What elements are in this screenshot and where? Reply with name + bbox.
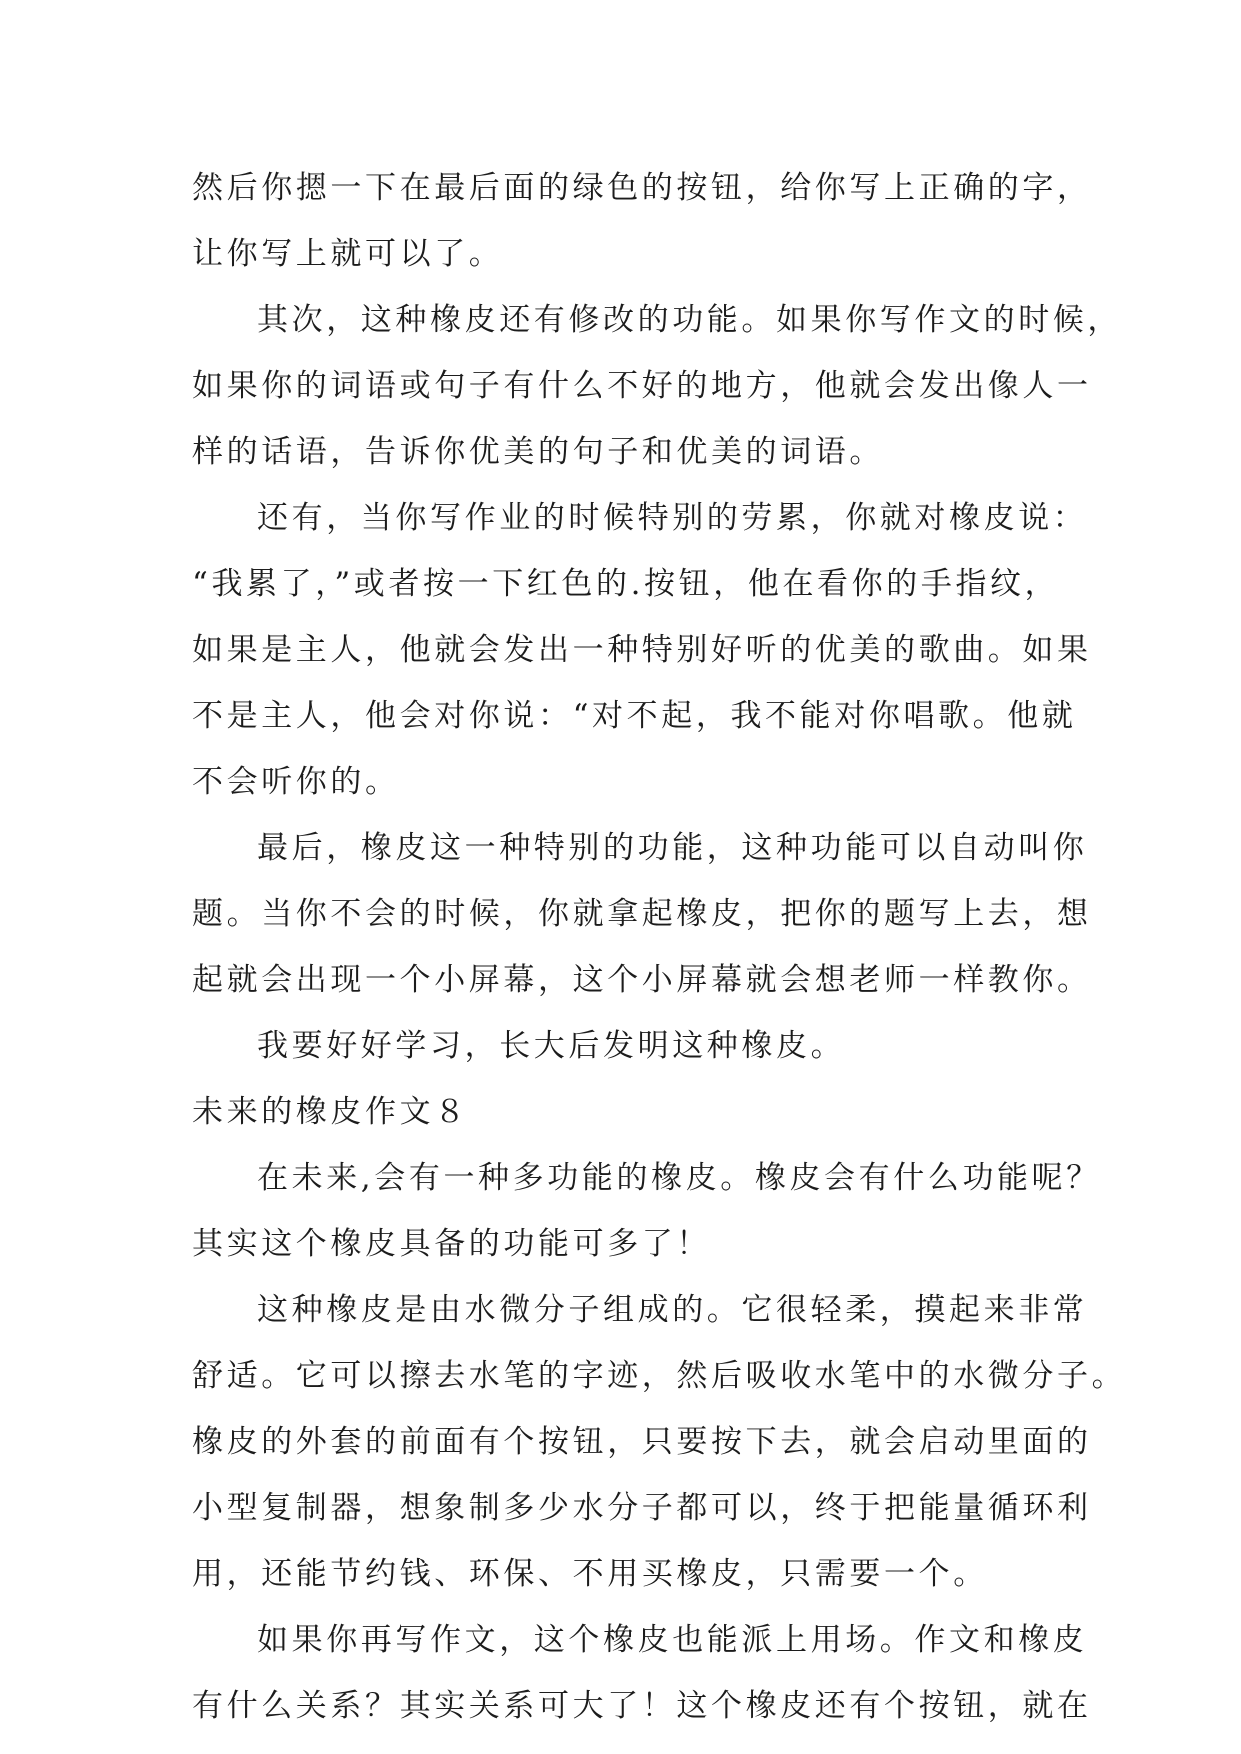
- text-line: 题。当你不会的时候，你就拿起橡皮，把你的题写上去，想: [192, 896, 1092, 932]
- text-line: 小型复制器，想象制多少水分子都可以，终于把能量循环利: [192, 1490, 1092, 1526]
- text-line: 橡皮的外套的前面有个按钮，只要按下去，就会启动里面的: [192, 1424, 1092, 1460]
- paragraph-start-line: 如果你再写作文，这个橡皮也能派上用场。作文和橡皮: [257, 1622, 1088, 1658]
- text-line: 样的话语，告诉你优美的句子和优美的词语。: [192, 434, 884, 470]
- paragraph-start-line: 这种橡皮是由水微分子组成的。它很轻柔，摸起来非常: [257, 1292, 1088, 1328]
- text-line: 不会听你的。: [192, 764, 400, 800]
- paragraph-start-line: 其次，这种橡皮还有修改的功能。如果你写作文的时候，: [257, 302, 1122, 338]
- text-line: 然后你摁一下在最后面的绿色的按钮，给你写上正确的字，: [192, 170, 1092, 206]
- text-line: “我累了，”或者按一下红色的.按钮，他在看你的手指纹，: [192, 566, 1060, 602]
- section-heading: 未来的橡皮作文８: [192, 1094, 469, 1130]
- text-line: 其实这个橡皮具备的功能可多了！: [192, 1226, 711, 1262]
- text-line: 如果你的词语或句子有什么不好的地方，他就会发出像人一: [192, 368, 1092, 404]
- paragraph-start-line: 在未来,会有一种多功能的橡皮。橡皮会有什么功能呢？: [257, 1160, 1101, 1196]
- text-line: 不是主人，他会对你说：“对不起，我不能对你唱歌。他就: [192, 698, 1077, 734]
- text-line: 让你写上就可以了。: [192, 236, 504, 272]
- text-line: 舒适。它可以擦去水笔的字迹，然后吸收水笔中的水微分子。: [192, 1358, 1127, 1394]
- document-body: [192, 160, 1127, 1744]
- paragraph-start-line: 我要好好学习，长大后发明这种橡皮。: [257, 1028, 846, 1064]
- text-line: 如果是主人，他就会发出一种特别好听的优美的歌曲。如果: [192, 632, 1092, 668]
- paragraph-start-line: 最后，橡皮这一种特别的功能，这种功能可以自动叫你: [257, 830, 1088, 866]
- paragraph-start-line: 还有，当你写作业的时候特别的劳累，你就对橡皮说：: [257, 500, 1088, 536]
- text-line: 用，还能节约钱、环保、不用买橡皮，只需要一个。: [192, 1556, 988, 1592]
- text-line: 起就会出现一个小屏幕，这个小屏幕就会想老师一样教你。: [192, 962, 1092, 998]
- text-line: 有什么关系？其实关系可大了！这个橡皮还有个按钮，就在: [192, 1688, 1092, 1724]
